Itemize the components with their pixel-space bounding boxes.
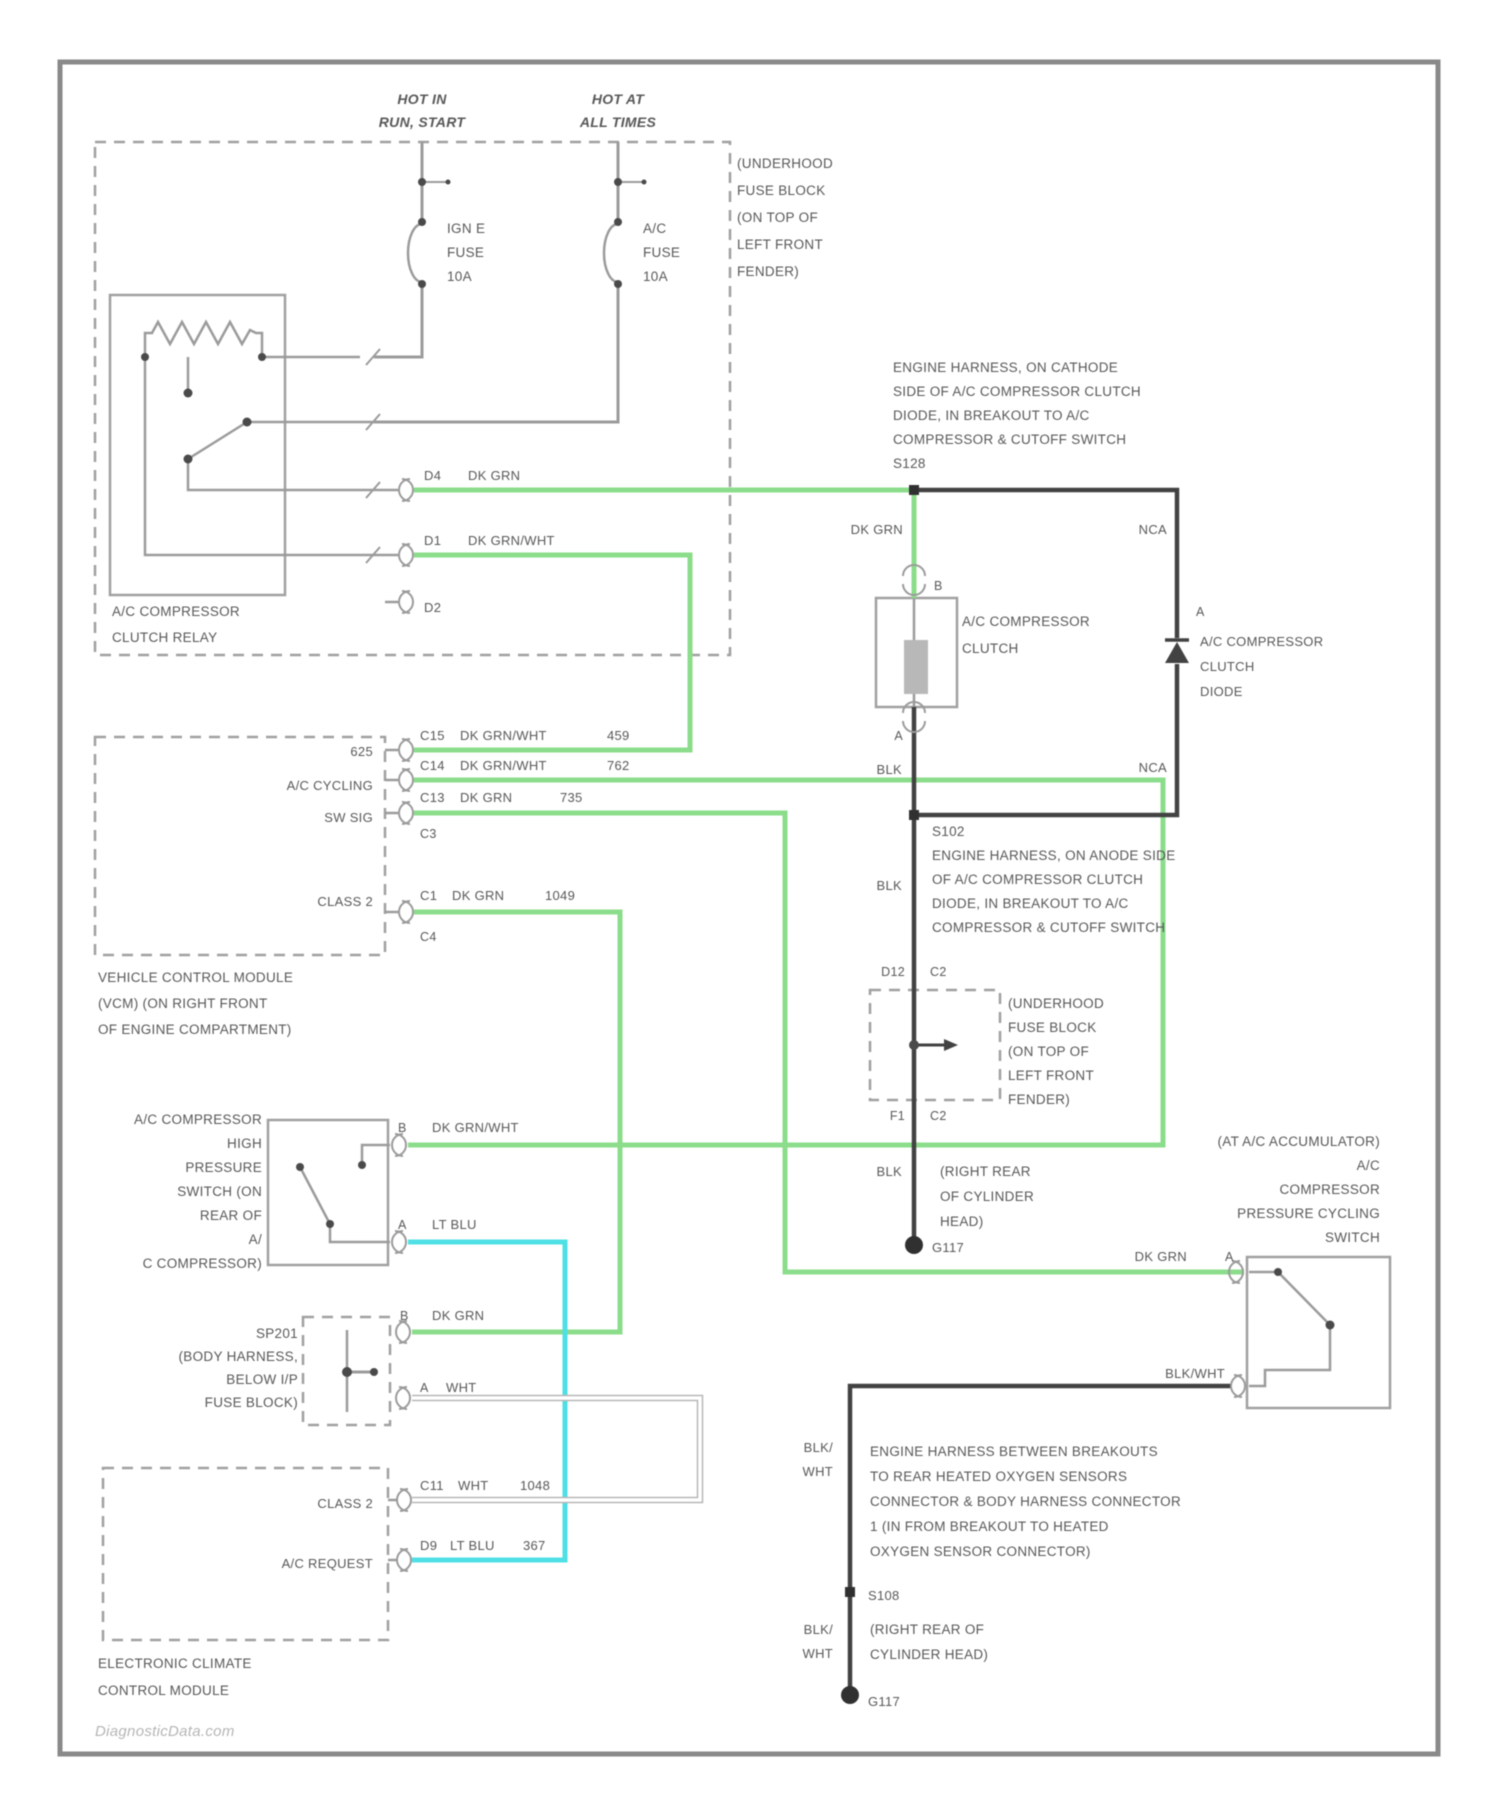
nca-bottom: NCA	[1138, 760, 1167, 775]
wire-blk-diode-to-s102	[914, 664, 1177, 815]
conn-ecm-acrequest	[400, 1549, 411, 1571]
wire-dk-grn-clutch: DK GRN	[850, 522, 903, 537]
ecm-acrequest-pin: D9	[420, 1538, 438, 1553]
ecm-class2-function: CLASS 2	[317, 1496, 373, 1511]
vcm-row1-color: DK GRN/WHT	[460, 728, 547, 743]
underhood-fuse-block-note-mid: (UNDERHOOD FUSE BLOCK (ON TOP OF LEFT FRONT FENDER)	[1008, 996, 1104, 1107]
pcs-dot-1	[1274, 1268, 1282, 1276]
ecm-caption: ELECTRONIC CLIMATE CONTROL MODULE	[98, 1656, 252, 1698]
conn-sp201-b	[399, 1321, 410, 1343]
conn-vcm-row2	[399, 769, 410, 791]
sp201-dot-2	[370, 1368, 378, 1376]
underhood-fuse-block-box-top	[95, 142, 730, 655]
vcm-row3-color: DK GRN	[460, 790, 513, 805]
conn-sp201-b	[396, 1321, 407, 1343]
pin-d2: D2	[424, 600, 442, 615]
splice-s102	[909, 810, 919, 820]
ac-compressor-clutch-diode-label: A/C COMPRESSOR CLUTCH DIODE	[1200, 634, 1324, 699]
conn-hps-a	[395, 1231, 406, 1253]
splice-s108	[845, 1587, 855, 1597]
conn-d4	[402, 479, 413, 501]
conn-d1	[402, 544, 413, 566]
ecm-acrequest-function: A/C REQUEST	[281, 1556, 373, 1571]
conn-vcm-class2	[402, 901, 413, 923]
conn-vcm-row2	[402, 769, 413, 791]
relay-coil-zigzag	[145, 322, 262, 357]
pin-d12: D12	[881, 965, 905, 979]
conn-d1	[399, 544, 410, 566]
diode-pin-a: A	[1196, 605, 1205, 619]
vcm-row1-pin: C15	[420, 728, 445, 743]
bus-tick-dot-1	[446, 180, 451, 185]
vcm-row3-circuit: 735	[560, 790, 583, 805]
splice-s108-label: S108	[868, 1588, 900, 1603]
fuse1-top-dot	[418, 218, 426, 226]
conn-hps-b	[395, 1134, 406, 1156]
conn-ecm-acrequest	[397, 1549, 408, 1571]
hps-pin-a-inner	[330, 1224, 390, 1242]
ac-clutch-diode-symbol	[1165, 642, 1189, 663]
ac-fuse-label: A/C FUSE 10A	[643, 221, 681, 284]
relay-arm-dot	[184, 455, 193, 464]
right-rear-cyl-head-note-2: (RIGHT REAR OF CYLINDER HEAD)	[870, 1622, 989, 1662]
hps-dot-2	[358, 1161, 366, 1169]
pcs-pin-b-inner	[1249, 1325, 1330, 1386]
wire-blk-3: BLK	[876, 1164, 902, 1179]
hps-dot-3	[326, 1220, 334, 1228]
ground-g117-label-1: G117	[932, 1240, 965, 1255]
ecm-class2-pin: C11	[420, 1478, 444, 1493]
vcm-class2-function: CLASS 2	[317, 894, 373, 909]
conn-d2	[399, 591, 410, 613]
conn-vcm-row3	[402, 802, 413, 824]
hps-pin-b-inner	[362, 1145, 390, 1165]
ground-g117-2	[841, 1686, 859, 1704]
vcm-row3-function: SW SIG	[324, 810, 373, 825]
relay-pivot-dot	[243, 418, 252, 427]
vcm-caption: VEHICLE CONTROL MODULE (VCM) (ON RIGHT FRONT OF ENGINE COMPARTMENT)	[98, 970, 294, 1037]
wire-wht-1048	[412, 1398, 700, 1500]
stud-dot	[909, 1040, 919, 1050]
fuse2-out-to-relay	[374, 284, 618, 422]
hp-switch-wire-b-color: DK GRN/WHT	[432, 1120, 519, 1135]
wire-blkwht-1: BLK/ WHT	[802, 1440, 833, 1479]
vcm-box	[95, 737, 385, 955]
conn-d4	[399, 479, 410, 501]
ign-e-fuse-label: IGN E FUSE 10A	[447, 221, 486, 284]
conn-vcm-row3	[399, 802, 410, 824]
hps-dot-1	[296, 1163, 304, 1171]
vcm-row3-pin: C13	[420, 790, 445, 805]
bus-tick-dot-2	[642, 180, 647, 185]
vcm-row2-color: DK GRN/WHT	[460, 758, 547, 773]
ecm-class2-circuit: 1048	[520, 1478, 551, 1493]
wire-blkwht-2: BLK/ WHT	[802, 1622, 833, 1661]
hot-in-run-start-label: HOT IN RUN, START	[378, 91, 466, 130]
vcm-row1-function: 625	[350, 744, 373, 759]
conn-hps-a	[392, 1231, 403, 1253]
wire-blk-wht-pcs-to-ground	[850, 1386, 1232, 1688]
hp-switch-pin-a: A	[398, 1218, 407, 1232]
splice-s128	[909, 485, 919, 495]
conn-c2-top: C2	[930, 965, 947, 979]
ecm-box	[103, 1468, 388, 1640]
sp201-label: SP201 (BODY HARNESS, BELOW I/P FUSE BLOCK)	[178, 1326, 298, 1410]
fuse2-bot-dot	[614, 280, 622, 288]
hp-switch-wire-a-color: LT BLU	[432, 1217, 477, 1232]
s102-note: S102 ENGINE HARNESS, ON ANODE SIDE OF A/C COMPRESSOR CLUTCH DIODE, IN BREAKOUT TO A/C COMPRESSOR & CUTOFF SWITCH	[932, 824, 1176, 935]
hps-arm	[300, 1167, 330, 1224]
nca-top: NCA	[1138, 522, 1167, 537]
sp201-wire-b-color: DK GRN	[432, 1308, 485, 1323]
wire-blk-1: BLK	[876, 762, 902, 777]
wire-wht-1048-core	[412, 1398, 700, 1500]
ac-compressor-clutch-relay-caption: A/C COMPRESSOR CLUTCH RELAY	[112, 604, 240, 645]
hp-switch-pin-b: B	[398, 1121, 407, 1135]
conn-vcm-row1	[402, 739, 413, 761]
vcm-row1-circuit: 459	[607, 728, 630, 743]
wire-d1-color: DK GRN/WHT	[468, 533, 555, 548]
watermark: DiagnosticData.com	[95, 1723, 235, 1740]
s128-note: ENGINE HARNESS, ON CATHODE SIDE OF A/C COMPRESSOR CLUTCH DIODE, IN BREAKOUT TO A/C COMPRESSOR & CUTOFF SWITCH S128	[893, 360, 1141, 471]
relay-coil-dot-right	[258, 353, 266, 361]
conn-sp201-a	[396, 1387, 407, 1409]
ecm-acrequest-color: LT BLU	[450, 1538, 495, 1553]
ac-compressor-clutch-label: A/C COMPRESSOR CLUTCH	[962, 614, 1090, 656]
ecm-class2-color: WHT	[458, 1478, 489, 1493]
ground-g117-label-2: G117	[868, 1694, 901, 1709]
relay-contact-dot	[184, 389, 193, 398]
pcs-dot-2	[1326, 1321, 1335, 1330]
vcm-class2-color: DK GRN	[452, 888, 505, 903]
conn-c2-bottom: C2	[930, 1109, 947, 1123]
wire-dk-grn-wht-459	[414, 555, 690, 750]
right-rear-cyl-head-note-1: (RIGHT REAR OF CYLINDER HEAD)	[940, 1164, 1035, 1229]
wire-d4-color: DK GRN	[468, 468, 521, 483]
fuse2-top-dot	[614, 218, 622, 226]
vcm-class2-pin: C1	[420, 888, 438, 903]
conn-sp201-a	[399, 1387, 410, 1409]
fuse-block-stud-arrow	[944, 1039, 958, 1051]
pressure-cycling-switch-box	[1247, 1257, 1390, 1408]
conn-pcs-b	[1234, 1375, 1245, 1397]
wire-blk-2: BLK	[876, 878, 902, 893]
conn-vcm-class2	[399, 901, 410, 923]
page-border	[60, 62, 1438, 1754]
sp201-pin-a: A	[420, 1381, 429, 1395]
conn-c3: C3	[420, 827, 437, 841]
pin-d1: D1	[424, 533, 442, 548]
fuse1-bot-dot	[418, 280, 426, 288]
ecm-acrequest-circuit: 367	[523, 1538, 546, 1553]
conn-ecm-class2	[397, 1489, 408, 1511]
vcm-row2-pin: C14	[420, 758, 445, 773]
pcs-wire-b-color: BLK/WHT	[1165, 1366, 1225, 1381]
bus-dot-1	[418, 178, 426, 186]
pcs-wire-a-color: DK GRN	[1134, 1249, 1187, 1264]
conn-pcs-b	[1231, 1375, 1242, 1397]
conn-c4: C4	[420, 930, 437, 944]
sp201-pin-b: B	[400, 1309, 409, 1323]
fuse1-out-to-relay	[374, 284, 422, 357]
hp-switch-label: A/C COMPRESSOR HIGH PRESSURE SWITCH (ON REAR OF A/ C COMPRESSOR)	[134, 1112, 262, 1271]
clutch-pin-a: A	[894, 729, 903, 743]
relay-coil-dot-left	[141, 353, 149, 361]
conn-hps-b	[392, 1134, 403, 1156]
vcm-class2-circuit: 1049	[545, 888, 576, 903]
ign-e-fuse	[408, 224, 422, 282]
conn-vcm-row1	[399, 739, 410, 761]
ground-g117-1	[905, 1236, 923, 1254]
o2-harness-note: ENGINE HARNESS BETWEEN BREAKOUTS TO REAR HEATED OXYGEN SENSORS CONNECTOR & BODY HARNESS CONNECTOR 1 (IN FROM BREAKOUT TO HEATED OXYGEN SENSOR CONNECTOR)	[870, 1444, 1181, 1559]
pcs-arm	[1278, 1272, 1330, 1325]
pressure-cycling-switch-label: (AT A/C ACCUMULATOR) A/C COMPRESSOR PRESSURE CYCLING SWITCH	[1217, 1134, 1380, 1245]
vcm-row2-function: A/C CYCLING	[286, 778, 373, 793]
pin-d4: D4	[424, 468, 442, 483]
vcm-row2-circuit: 762	[607, 758, 630, 773]
clutch-pin-b: B	[934, 579, 943, 593]
conn-ecm-class2	[400, 1489, 411, 1511]
hot-at-all-times-label: HOT AT ALL TIMES	[579, 91, 657, 130]
pcs-pin-a: A	[1225, 1250, 1234, 1264]
relay-coil-return	[145, 357, 398, 555]
clutch-coil-body	[904, 640, 928, 694]
pin-f1: F1	[889, 1109, 905, 1123]
ac-fuse	[604, 224, 618, 282]
sp201-wire-a-color: WHT	[446, 1380, 477, 1395]
relay-pin3-line	[188, 459, 398, 490]
sp201-dot-1	[342, 1367, 352, 1377]
relay-arm	[188, 422, 247, 459]
bus-dot-2	[614, 178, 622, 186]
conn-d2	[402, 591, 413, 613]
underhood-fuse-block-note-top: (UNDERHOOD FUSE BLOCK (ON TOP OF LEFT FRONT FENDER)	[737, 156, 833, 279]
